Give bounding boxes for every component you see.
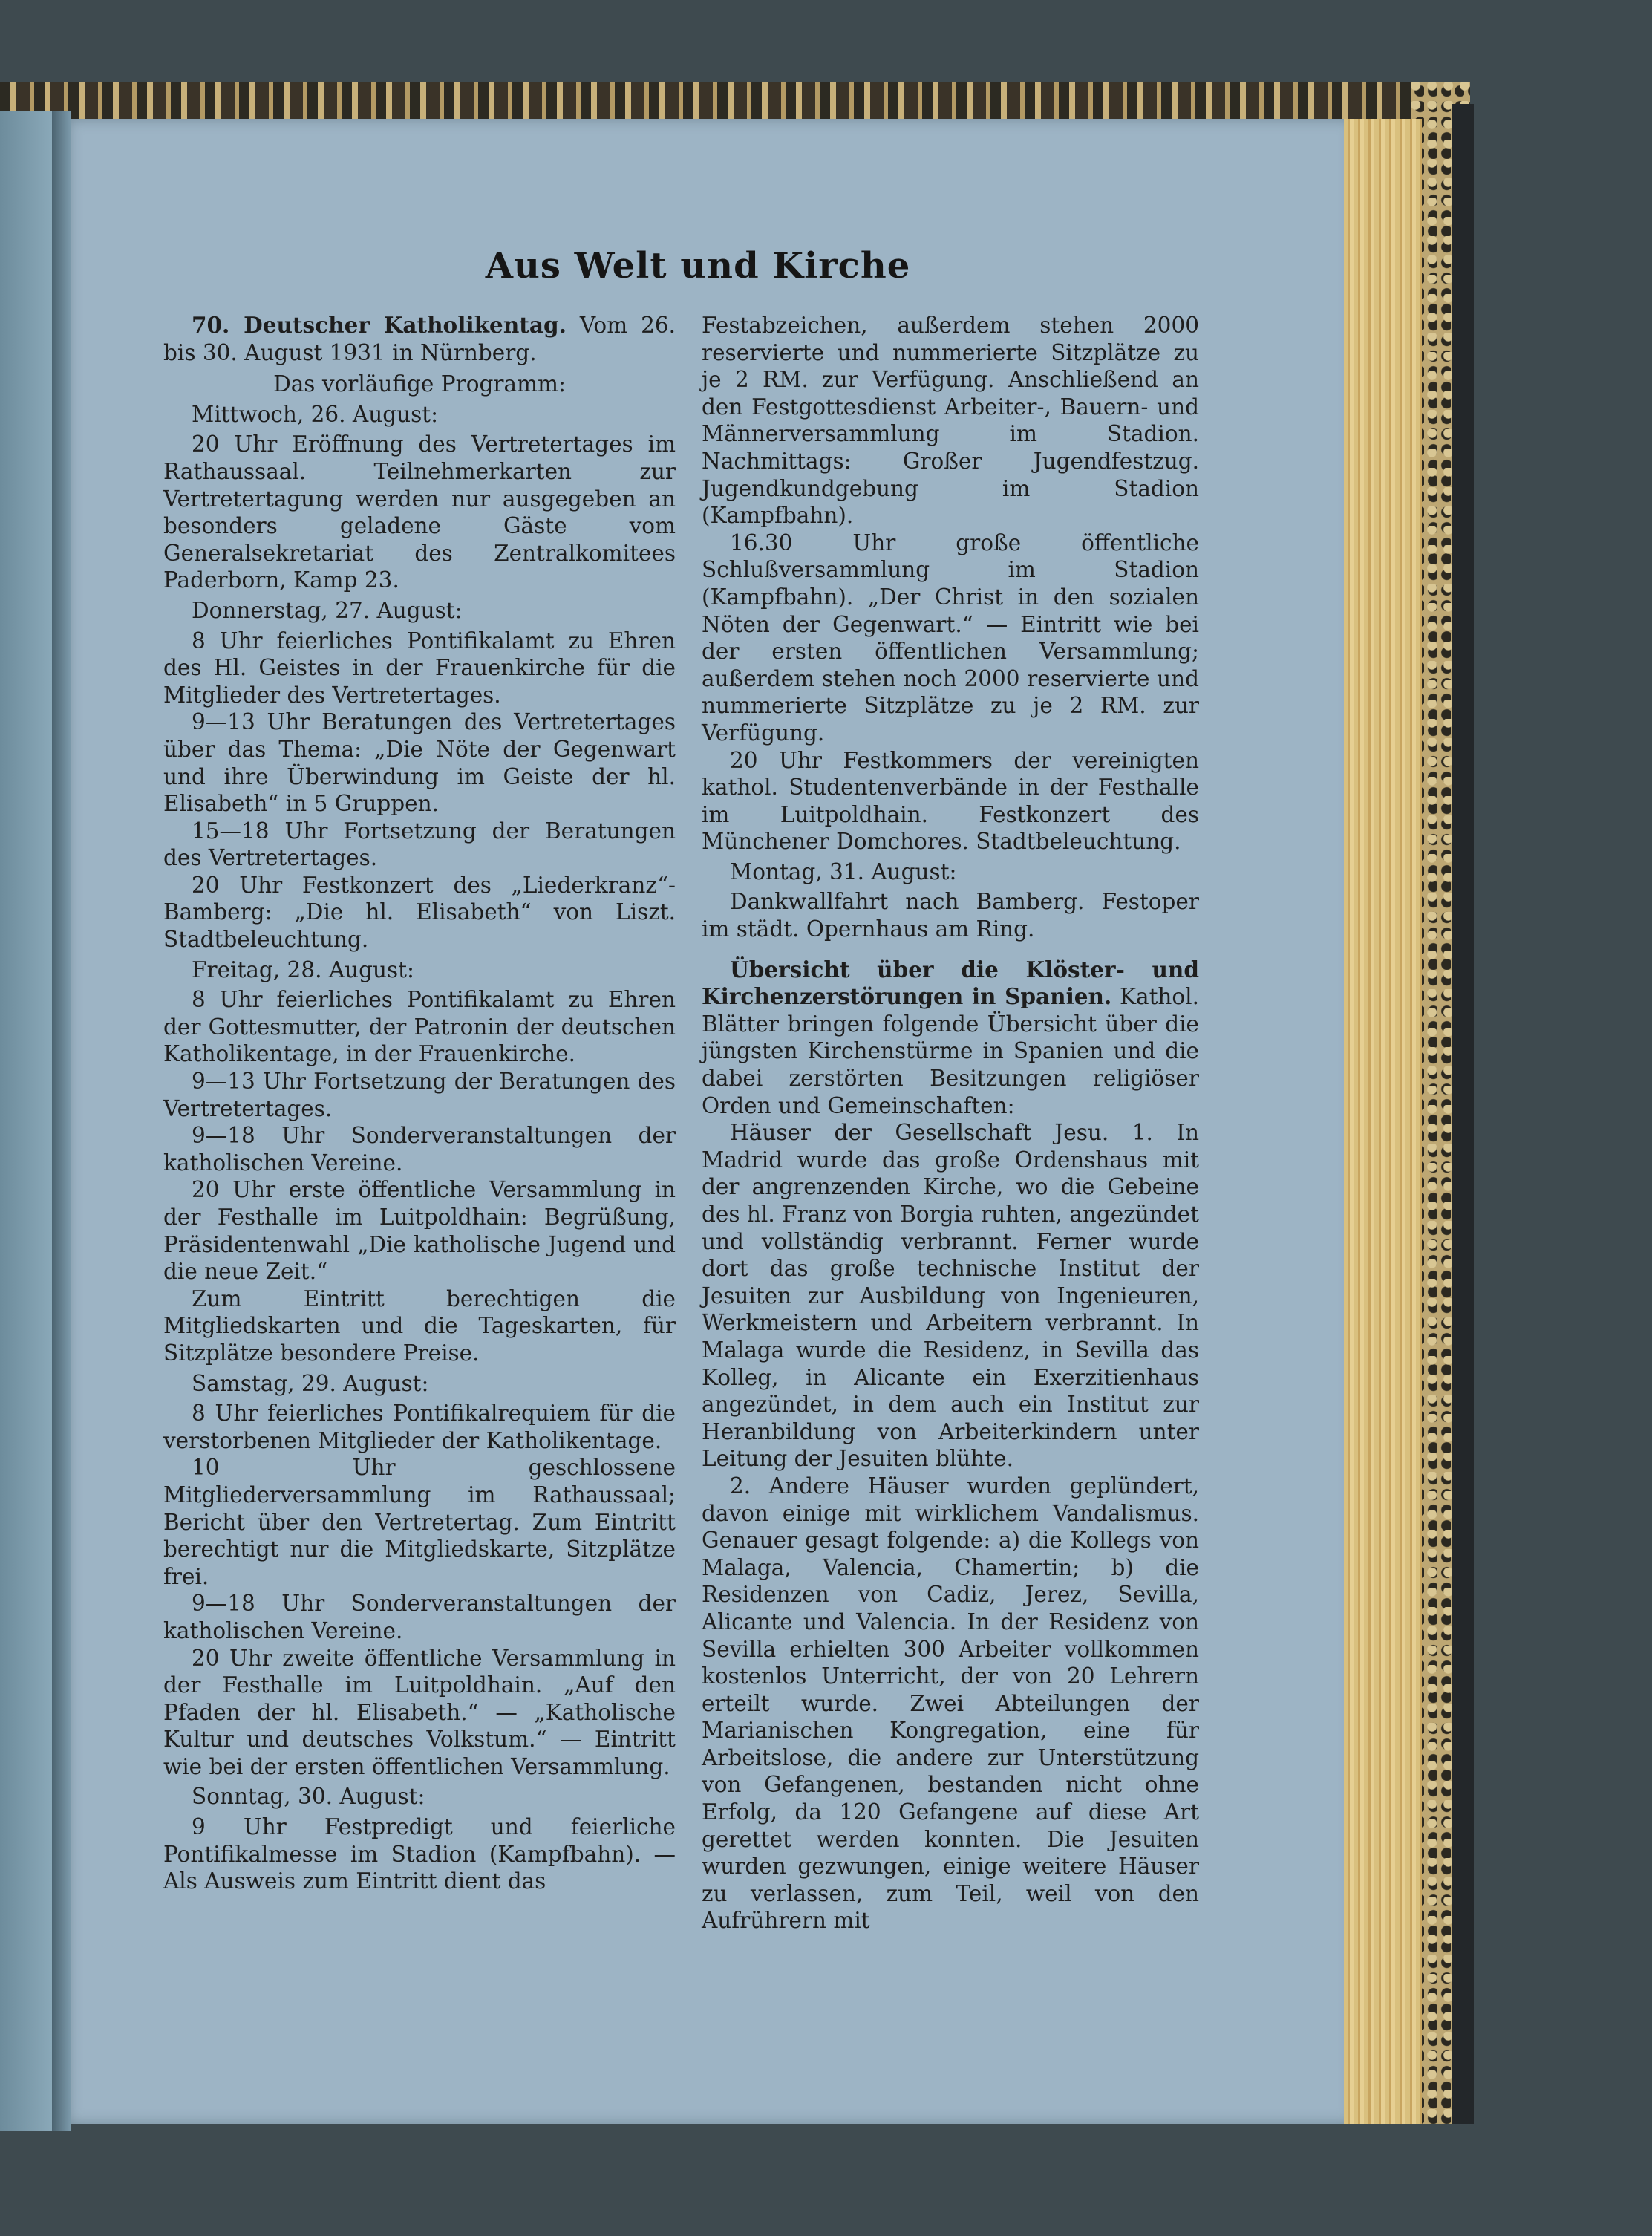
body-paragraph: Häuser der Gesellschaft Jesu. 1. In Madrid wurde das große Ordenshaus mit der angrenzenden Kirche, wo die Gebeine des hl. Franz von Borgia ruhten, angezündet und vollständig verbrannt. Ferner wurde dort das große technische Institut der Jesuiten zur Ausbildung von Ingenieuren, Werkmeistern und Arbeitern verbrannt. In Malaga wurde die Residenz, in Sevilla das Kolleg, in Alicante ein Exerzitienhaus angezündet, in dem auch ein Institut zur Heranbildung von Arbeiterkindern unter Leitung der Jesuiten blühte. bbox=[702, 1120, 1199, 1472]
page-block-edges bbox=[1333, 119, 1422, 2124]
body-paragraph: 20 Uhr erste öffentliche Versammlung in der Festhalle im Luitpoldhain: Begrüßung, Präsidentenwahl „Die katholische Jugend und die neue Zeit.“ bbox=[163, 1177, 676, 1285]
day-heading: Sonntag, 30. August: bbox=[192, 1784, 425, 1810]
day-heading: Montag, 31. August: bbox=[730, 858, 957, 884]
body-paragraph: Zum Eintritt berechtigen die Mitgliedskarten und die Tageskarten, für Sitzplätze besondere Preise. bbox=[163, 1285, 676, 1366]
body-paragraph: 20 Uhr Festkommers der vereinigten kathol. Studentenverbände in der Festhalle im Luitpoldhain. Festkonzert des Münchener Domchores. Stadtbeleuchtung. bbox=[702, 747, 1199, 855]
body-paragraph: 20 Uhr Eröffnung des Vertretertages im Rathaussaal. Teilnehmerkarten zur Vertretertagung werden nur ausgegeben an besonders geladene Gäste vom Generalsekretariat des Zentralkomitees Paderborn, Kamp 23. bbox=[163, 431, 676, 593]
day-heading: Freitag, 28. August: bbox=[192, 956, 414, 982]
body-paragraph: 8 Uhr feierliches Pontifikalamt zu Ehren der Gottesmutter, der Patronin der deutschen Katholikentage, in der Frauenkirche. bbox=[163, 987, 676, 1067]
body-paragraph: 16.30 Uhr große öffentliche Schlußversammlung im Stadion (Kampfbahn). „Der Christ in den sozialen Nöten der Gegenwart.“ — Eintritt wie bei der ersten öffentlichen Versammlung; außerdem stehen noch 2000 reservierte und nummerierte Sitzplätze zu je 2 RM. zur Verfügung. bbox=[702, 529, 1199, 746]
article-headline: Übersicht über die Klöster- und Kirchenzerstörungen in Spanien. bbox=[702, 956, 1199, 1010]
body-paragraph: 8 Uhr feierliches Pontifikalamt zu Ehren des Hl. Geistes in der Frauenkirche für die Mitglieder des Vertretertages. bbox=[163, 628, 676, 708]
body-paragraph: 20 Uhr Festkonzert des „Liederkranz“-Bamberg: „Die hl. Elisabeth“ von Liszt. Stadtbeleuchtung. bbox=[163, 872, 676, 953]
body-paragraph: 9 Uhr Festpredigt und feierliche Pontifikalmesse im Stadion (Kampfbahn). — Als Ausweis zum Eintritt dient das bbox=[163, 1814, 676, 1894]
body-paragraph: 8 Uhr feierliches Pontifikalrequiem für die verstorbenen Mitglieder der Katholikentage. bbox=[163, 1401, 676, 1453]
body-paragraph: 9—13 Uhr Beratungen des Vertretertages über das Thema: „Die Nöte der Gegenwart und ihre Überwindung im Geiste der hl. Elisabeth“ in 5 Gruppen. bbox=[163, 709, 676, 817]
left-column bbox=[163, 312, 676, 1895]
body-paragraph: 9—18 Uhr Sonderveranstaltungen der katholischen Vereine. bbox=[163, 1123, 676, 1176]
day-heading: Samstag, 29. August: bbox=[192, 1370, 429, 1396]
section-heading: Das vorläufige Programm: bbox=[273, 371, 566, 397]
body-paragraph: 2. Andere Häuser wurden geplündert, davon einige mit wirklichem Vandalismus. Genauer gesagt folgende: a) die Kollegs von Malaga, Valencia, Chamertin; b) die Residenzen von Cadiz, Jerez, Sevilla, Alicante und Valencia. In der Residenz von Sevilla erhielten 300 Arbeiter vollkommen kostenlos Unterricht, der von 20 Lehrern erteilt wurde. Zwei Abteilungen der Marianischen Kongregation, eine für Arbeitslose, die andere zur Unterstützung von Gefangenen, bestanden nicht ohne Erfolg, da 120 Gefangene auf diese Art gerettet werden konnten. Die Jesuiten wurden gezwungen, einige weitere Häuser zu verlassen, zum Teil, weil von den Aufrührern mit bbox=[702, 1473, 1199, 1934]
body-paragraph: 9—13 Uhr Fortsetzung der Beratungen des Vertretertages. bbox=[163, 1069, 676, 1121]
body-paragraph: 15—18 Uhr Fortsetzung der Beratungen des Vertretertages. bbox=[163, 818, 676, 871]
article-lead-paragraph bbox=[702, 956, 1199, 1120]
body-paragraph: 9—18 Uhr Sonderveranstaltungen der katholischen Vereine. bbox=[163, 1591, 676, 1643]
body-paragraph: Dankwallfahrt nach Bamberg. Festoper im städt. Opernhaus am Ring. bbox=[702, 889, 1199, 942]
body-paragraph: 20 Uhr zweite öffentliche Versammlung in der Festhalle im Luitpoldhain. „Auf den Pfaden der hl. Elisabeth.“ — „Katholische Kultur und deutsches Volkstum.“ — Eintritt wie bei der ersten öffentlichen Versammlung. bbox=[163, 1645, 676, 1779]
day-heading: Donnerstag, 27. August: bbox=[192, 597, 463, 623]
day-heading: Mittwoch, 26. August: bbox=[192, 401, 439, 427]
article-headline: 70. Deutscher Katholikentag. bbox=[192, 312, 567, 338]
body-paragraph: 10 Uhr geschlossene Mitgliederversammlung im Rathaussaal; Bericht über den Vertretertag. Zum Eintritt berechtigt nur die Mitgliedskarte, Sitzplätze frei. bbox=[163, 1455, 676, 1589]
article-lead-text: Kathol. Blätter bringen folgende Übersicht über die jüngsten Kirchenstürme in Spanien und die dabei zerstörten Besitzungen religiöser Orden und Gemeinschaften: bbox=[702, 984, 1199, 1118]
cover-board-edge bbox=[1452, 104, 1474, 2124]
right-column bbox=[702, 312, 1199, 1935]
book-gutter bbox=[52, 111, 71, 2131]
article-lead-paragraph bbox=[163, 312, 676, 366]
page-title: Aus Welt und Kirche bbox=[485, 245, 911, 287]
article-lead-text: Vom 26. bis 30. August 1931 in Nürnberg. bbox=[163, 313, 676, 365]
body-paragraph: Festabzeichen, außerdem stehen 2000 reservierte und nummerierte Sitzplätze zu je 2 RM. zur Verfügung. Anschließend an den Festgottesdienst Arbeiter-, Bauern- und Männerversammlung im Stadion. Nachmittags: Großer Jugendfestzug. Jugendkundgebung im Stadion (Kampfbahn). bbox=[702, 313, 1199, 529]
